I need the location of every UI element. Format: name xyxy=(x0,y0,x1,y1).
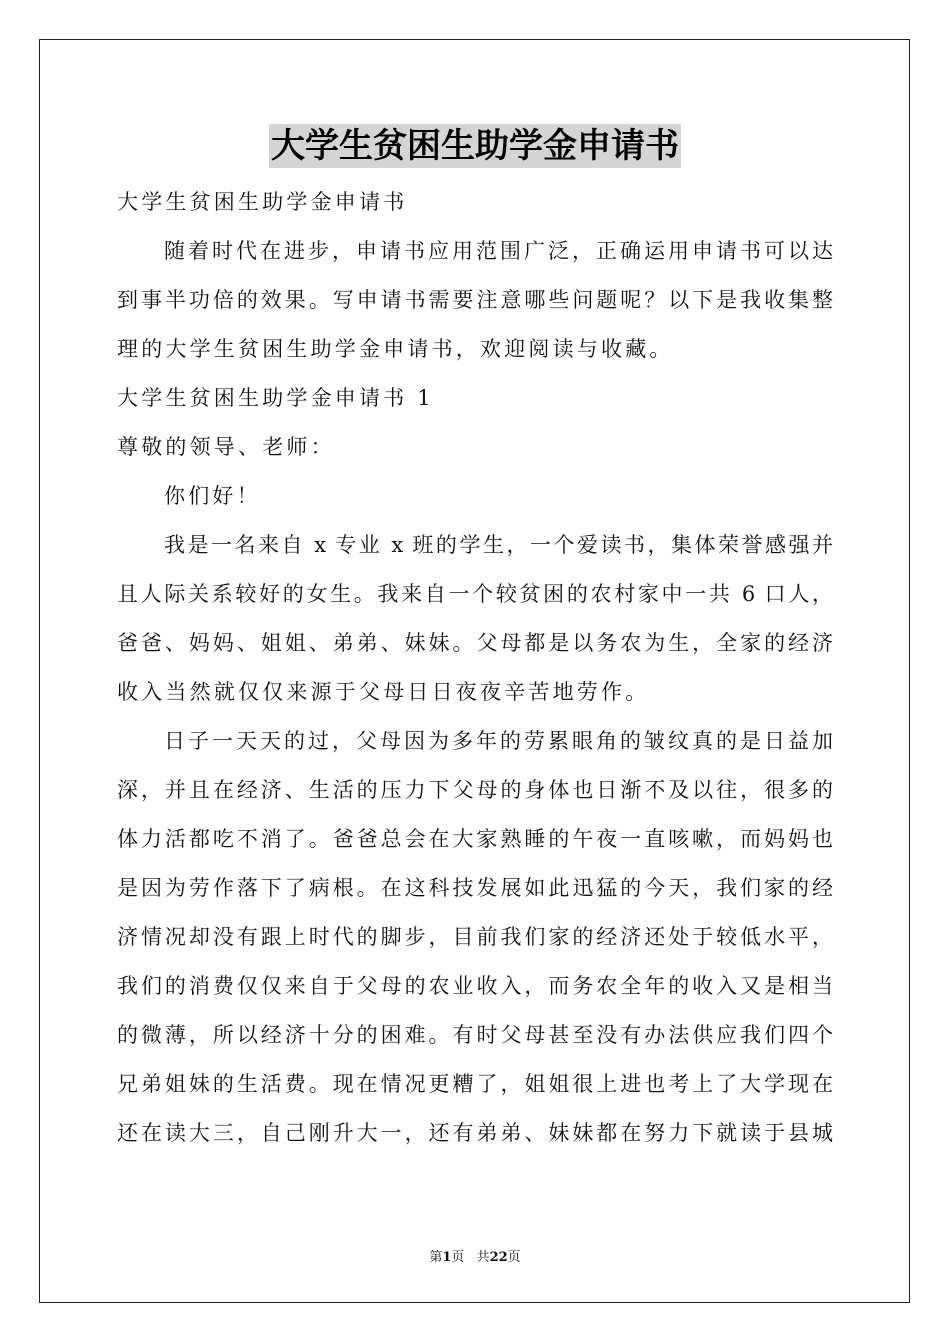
text-line: 大学生贫困生助学金申请书 xyxy=(117,190,408,214)
text-line: 日子一天天的过，父母因为多年的劳累眼角的皱纹真的是日益加 xyxy=(164,729,833,753)
page-indicator xyxy=(429,1250,464,1265)
text-line: 收入当然就仅仅来源于父母日日夜夜辛苦地劳作。 xyxy=(117,680,650,704)
total-indicator xyxy=(477,1250,521,1265)
text-line: 的微薄，所以经济十分的困难。有时父母甚至没有办法供应我们四个 xyxy=(117,1023,833,1047)
text-line: 理的大学生贫困生助学金申请书，欢迎阅读与收藏。 xyxy=(117,337,674,361)
page-prefix: 第 xyxy=(429,1250,443,1265)
text-line: 且人际关系较好的女生。我来自一个较贫困的农村家中一共 6 口人， xyxy=(117,582,833,606)
total-prefix: 共 xyxy=(476,1250,490,1265)
text-line: 兄弟姐妹的生活费。现在情况更糟了，姐姐很上进也考上了大学现在 xyxy=(117,1072,833,1096)
total-suffix: 页 xyxy=(507,1250,521,1265)
text-line: 尊敬的领导、老师： xyxy=(117,435,335,459)
text-line: 你们好！ xyxy=(164,484,261,508)
text-line: 是因为劳作落下了病根。在这科技发展如此迅猛的今天，我们家的经 xyxy=(117,876,833,900)
page-suffix: 页 xyxy=(451,1250,465,1265)
text-line: 还在读大三，自己刚升大一，还有弟弟、妹妹都在努力下就读于县城 xyxy=(117,1121,833,1145)
text-line: 济情况却没有跟上时代的脚步，目前我们家的经济还处于较低水平， xyxy=(117,925,833,949)
title-container xyxy=(0,124,950,168)
document-title: 大学生贫困生助学金申请书 xyxy=(271,126,679,166)
total-pages: 22 xyxy=(489,1250,508,1265)
text-line: 我们的消费仅仅来自于父母的农业收入，而务农全年的收入又是相当 xyxy=(117,974,833,998)
text-line: 爸爸、妈妈、姐姐、弟弟、妹妹。父母都是以务农为生，全家的经济 xyxy=(117,631,833,655)
text-line: 随着时代在进步，申请书应用范围广泛，正确运用申请书可以达 xyxy=(164,239,833,263)
text-line: 大学生贫困生助学金申请书 1 xyxy=(117,386,434,410)
page-number: 1 xyxy=(442,1250,452,1265)
document-body xyxy=(117,178,833,1158)
text-line: 体力活都吃不消了。爸爸总会在大家熟睡的午夜一直咳嗽，而妈妈也 xyxy=(117,827,833,851)
text-line: 深，并且在经济、生活的压力下父母的身体也日渐不及以往，很多的 xyxy=(117,778,833,802)
text-line: 到事半功倍的效果。写申请书需要注意哪些问题呢？以下是我收集整 xyxy=(117,288,833,312)
text-line: 我是一名来自 x 专业 x 班的学生，一个爱读书，集体荣誉感强并 xyxy=(164,533,833,557)
page-footer xyxy=(0,1246,950,1265)
